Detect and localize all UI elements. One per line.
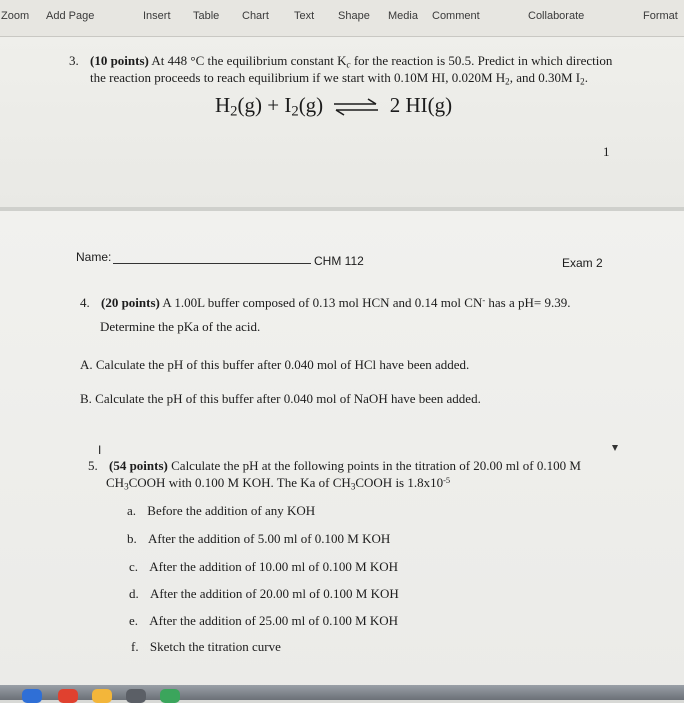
toolbar-chart[interactable]: Chart <box>242 10 269 22</box>
q3-points: (10 points) <box>90 53 149 68</box>
dock-app-icon[interactable] <box>92 689 112 703</box>
q4-part-b: B. Calculate the pH of this buffer after 0.040 mol of NaOH have been added. <box>80 391 481 406</box>
equilibrium-arrow-icon <box>332 98 380 116</box>
q5-points: (54 points) <box>109 458 168 473</box>
text-cursor-icon: I <box>98 443 102 457</box>
toolbar-add-page[interactable]: Add Page <box>46 10 95 22</box>
q3-h2-sub: 2 <box>505 76 510 87</box>
q5-ch3-sub-2: 3 <box>350 481 356 492</box>
q5-text-c: COOH is 1.8x10 <box>355 475 444 491</box>
q5-item-d <box>129 586 399 602</box>
q5-item-a <box>127 503 315 519</box>
q5-text-b: COOH with 0.100 M KOH. The Ka of CH <box>128 475 351 491</box>
toolbar-shape[interactable]: Shape <box>338 10 370 22</box>
q5-item-text: After the addition of 25.00 ml of 0.100 M KOH <box>149 613 399 628</box>
q4-cn-charge: - <box>482 295 486 305</box>
q5-item-e <box>129 613 398 629</box>
q5-item-letter: e. <box>129 613 139 628</box>
toolbar-media[interactable]: Media <box>388 10 418 22</box>
q3-line2-mid: , and 0.30M I <box>509 70 581 85</box>
toolbar-collaborate[interactable]: Collaborate <box>528 10 585 22</box>
q5-line2 <box>106 475 450 491</box>
toolbar-format[interactable]: Format <box>643 10 678 22</box>
q5-number: 5. <box>88 458 98 473</box>
q3-kc-sub: c <box>346 59 351 70</box>
q3-text-a: At 448 °C the equilibrium constant K <box>151 53 347 68</box>
q4-part-a: A. Calculate the pH of this buffer after 0.040 mol of HCl have been added. <box>80 357 470 372</box>
eq-i-sub: 2 <box>291 103 299 120</box>
q5-item-letter: b. <box>127 531 137 546</box>
course-label: CHM 112 <box>314 254 364 268</box>
pointer-mark <box>612 445 618 451</box>
toolbar-zoom[interactable]: Zoom <box>1 10 30 22</box>
name-label: Name: <box>76 250 112 264</box>
q5-item-letter: c. <box>129 559 139 574</box>
q5-item-text: Before the addition of any KOH <box>147 503 316 518</box>
q4-text-a: A 1.00L buffer composed of 0.13 mol HCN and 0.14 mol CN <box>162 295 483 311</box>
toolbar-insert[interactable]: Insert <box>143 10 171 22</box>
q5-item-c <box>129 559 398 575</box>
q3-line2 <box>90 70 588 86</box>
q5-item-letter: d. <box>129 586 139 601</box>
q4-text-b: has a pH= 9.39. <box>485 295 571 311</box>
q3-number: 3. <box>69 53 79 68</box>
q5-exponent: -5 <box>443 475 451 485</box>
dock-app-icon[interactable] <box>58 689 78 703</box>
q5-item-text: Sketch the titration curve <box>149 639 281 654</box>
q4-line1 <box>80 295 570 311</box>
q5-item-text: After the addition of 10.00 ml of 0.100 M KOH <box>149 559 399 574</box>
name-line <box>113 263 311 264</box>
q5-item-f <box>131 639 281 655</box>
q3-text-b: for the reaction is 50.5. Predict in which direction <box>353 53 613 68</box>
eq-right: 2 HI(g) <box>389 93 453 117</box>
dock-app-icon[interactable] <box>160 689 180 703</box>
q3-equation <box>215 93 452 121</box>
eq-h: H <box>215 93 231 117</box>
q3-line2-text: the reaction proceeds to reach equilibrium if we start with 0.10M HI, 0.020M H <box>90 70 506 85</box>
toolbar-table[interactable]: Table <box>193 10 220 22</box>
q5-line1 <box>88 458 581 474</box>
q5-ch: CH <box>106 475 125 491</box>
document-page-1 <box>0 37 684 207</box>
os-dock <box>0 685 684 700</box>
exam-label: Exam 2 <box>562 256 603 270</box>
q4-points: (20 points) <box>101 295 160 311</box>
dock-app-icon[interactable] <box>126 689 146 703</box>
q3-line2-end: . <box>584 70 588 85</box>
q5-item-b <box>127 531 390 547</box>
q5-ch3-sub: 3 <box>124 481 129 492</box>
q5-item-text: After the addition of 5.00 ml of 0.100 M KOH <box>148 531 391 546</box>
q4-line2: Determine the pKa of the acid. <box>100 319 261 334</box>
q4-number: 4. <box>80 295 90 311</box>
page-number: 1 <box>603 144 610 159</box>
dock-app-icon[interactable] <box>22 689 42 703</box>
eq-i-state: (g) <box>298 93 324 117</box>
toolbar-comment[interactable]: Comment <box>432 10 480 22</box>
toolbar-text[interactable]: Text <box>294 10 315 22</box>
eq-h-sub: 2 <box>230 103 238 120</box>
app-toolbar <box>0 0 684 37</box>
q3-line1 <box>69 53 612 69</box>
q5-item-letter: a. <box>127 503 137 518</box>
eq-left-state: (g) + I <box>237 93 292 117</box>
q5-text-a: Calculate the pH at the following points in the titration of 20.00 ml of 0.100 M <box>171 458 581 473</box>
document-page-2 <box>0 211 684 685</box>
q3-i2-sub: 2 <box>580 76 585 87</box>
q5-item-text: After the addition of 20.00 ml of 0.100 M KOH <box>150 586 399 601</box>
q5-item-letter: f. <box>131 639 139 654</box>
